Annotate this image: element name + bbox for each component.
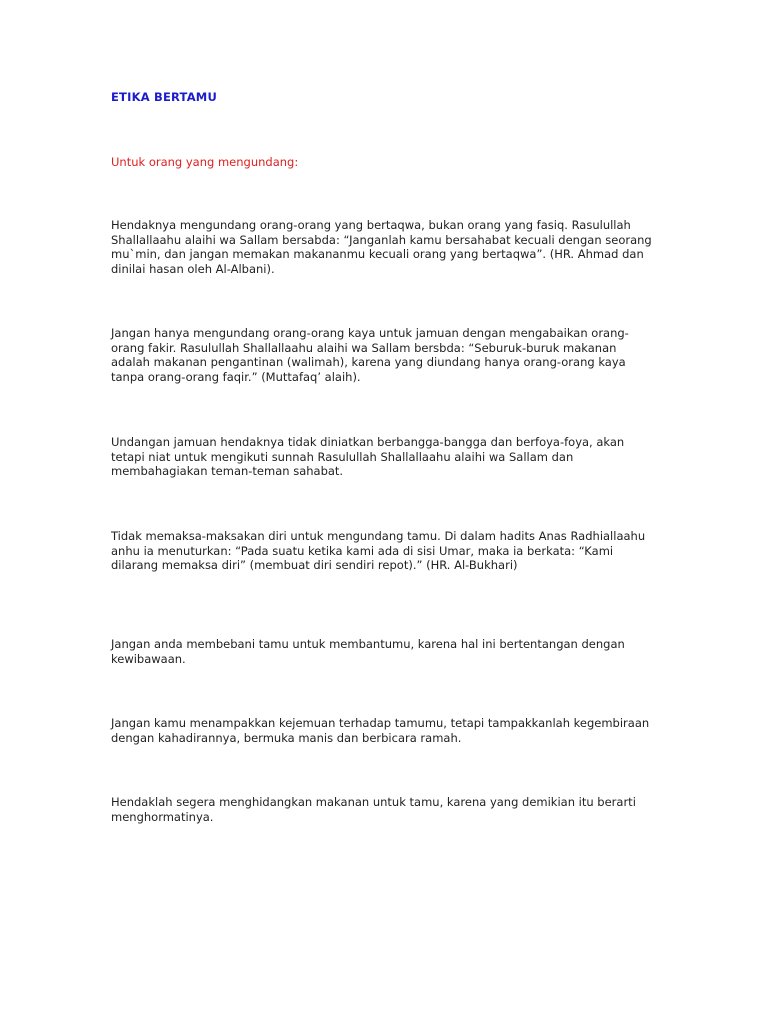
paragraph-1: Hendaknya mengundang orang-orang yang bertaqwa, bukan orang yang fasiq. Rasulullah Shallallaahu alaihi wa Sallam bersabda: “Janganlah kamu bersahabat kecuali dengan seorang mu`min, dan jangan memakan makananmu kecuali orang yang bertaqwa”. (HR. Ahmad dan dinilai hasan oleh Al-Albani). [111, 218, 652, 276]
paragraph-2: Jangan hanya mengundang orang-orang kaya untuk jamuan dengan mengabaikan orang-orang fakir. Rasulullah Shallallaahu alaihi wa Sallam bersbda: “Seburuk-buruk makanan adalah makanan pengantinan (walimah), karena yang diundang hanya orang-orang kaya tanpa orang-orang faqir.” (Muttafaq’ alaih). [111, 326, 629, 384]
paragraph-5: Jangan anda membebani tamu untuk membantumu, karena hal ini bertentangan dengan kewibawaan. [111, 637, 625, 666]
section-heading: Untuk orang yang mengundang: [111, 155, 299, 169]
document-title: ETIKA BERTAMU [111, 90, 217, 104]
paragraph-4: Tidak memaksa-maksakan diri untuk mengundang tamu. Di dalam hadits Anas Radhiallaahu anhu ia menuturkan: “Pada suatu ketika kami ada di sisi Umar, maka ia berkata: “Kami dilarang memaksa diri” (membuat diri sendiri repot).” (HR. Al-Bukhari) [111, 529, 646, 573]
paragraph-7: Hendaklah segera menghidangkan makanan untuk tamu, karena yang demikian itu berarti menghormatinya. [111, 795, 636, 824]
paragraph-6: Jangan kamu menampakkan kejemuan terhadap tamumu, tetapi tampakkanlah kegembiraan dengan kahadirannya, bermuka manis dan berbicara ramah. [111, 716, 650, 745]
paragraph-3: Undangan jamuan hendaknya tidak diniatkan berbangga-bangga dan berfoya-foya, akan tetapi niat untuk mengikuti sunnah Rasulullah Shallallaahu alaihi wa Sallam dan membahagiakan teman-teman sahabat. [111, 435, 625, 479]
